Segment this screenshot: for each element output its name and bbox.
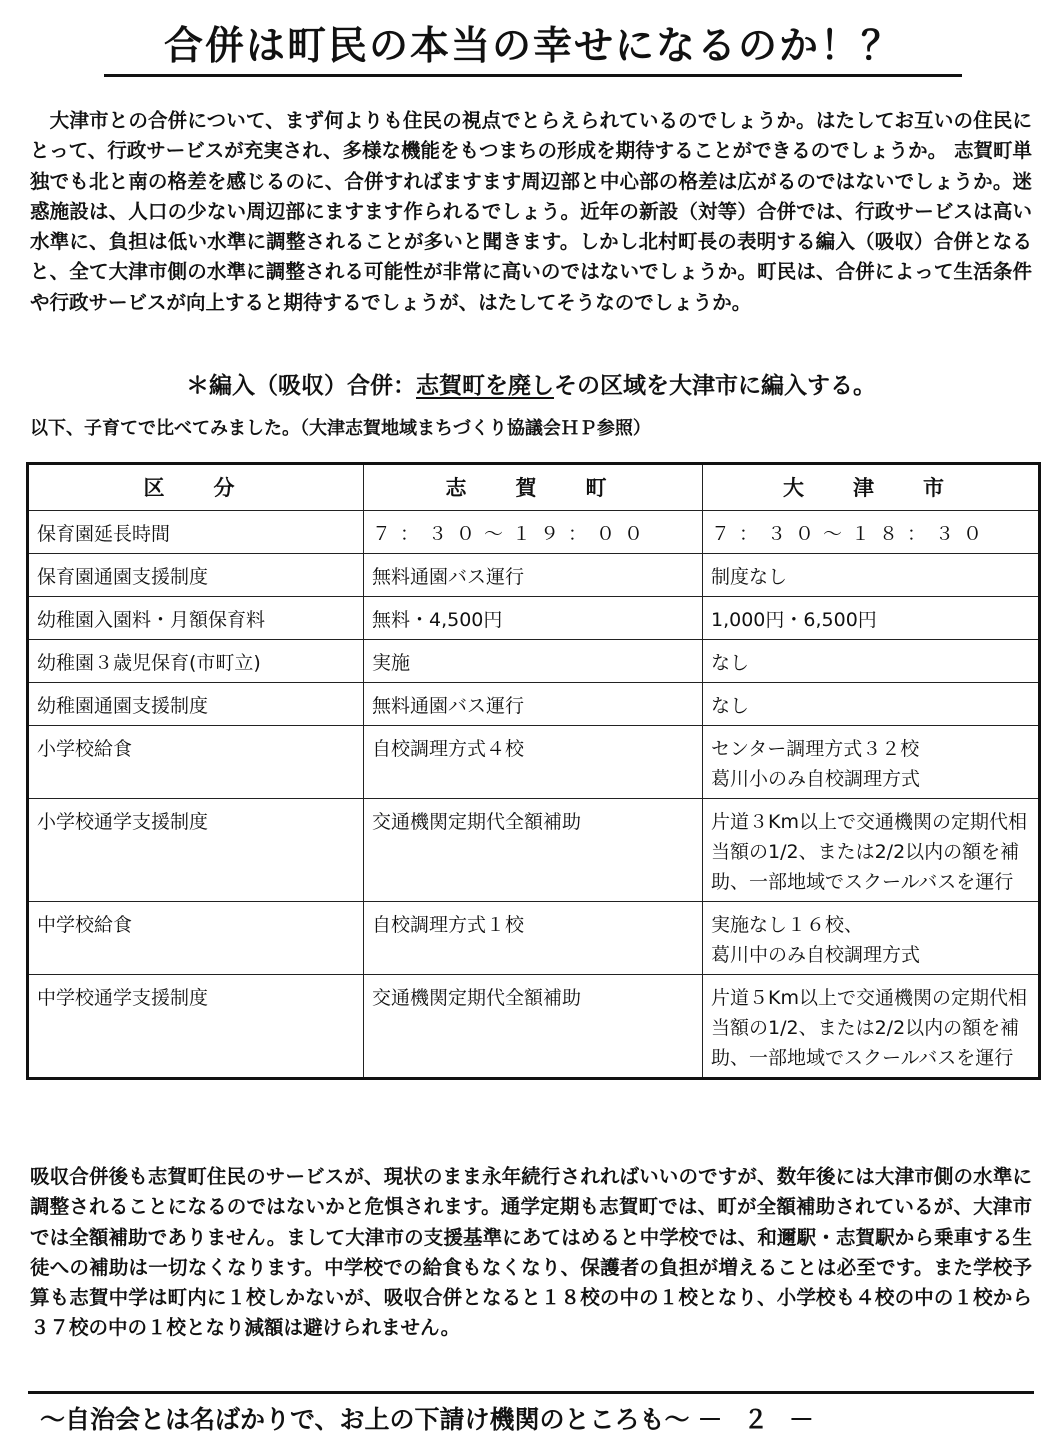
table-row bbox=[28, 597, 1040, 640]
row-category: 中学校通学支援制度 bbox=[28, 975, 364, 1079]
footer bbox=[40, 1402, 1030, 1438]
row-otsu: ７：３０～１８：３０ bbox=[703, 511, 1040, 554]
row-shiga: 自校調理方式４校 bbox=[364, 726, 703, 799]
row-shiga: 自校調理方式１校 bbox=[364, 902, 703, 975]
table-row bbox=[28, 683, 1040, 726]
header-shiga: 志 賀 町 bbox=[364, 464, 703, 511]
row-otsu: センター調理方式３２校 葛川小のみ自校調理方式 bbox=[703, 726, 1040, 799]
row-category: 小学校給食 bbox=[28, 726, 364, 799]
table-caption: 以下、子育てで比べてみました。（大津志賀地域まちづくり協議会ＨＰ参照） bbox=[30, 418, 651, 439]
footer-slogan: ～自治会とは名ばかりで、お上の下請け機関のところも～ bbox=[40, 1405, 690, 1434]
row-category: 保育園通園支援制度 bbox=[28, 554, 364, 597]
row-otsu: 実施なし１６校、 葛川中のみ自校調理方式 bbox=[703, 902, 1040, 975]
row-shiga: 無料通園バス運行 bbox=[364, 554, 703, 597]
row-category: 幼稚園通園支援制度 bbox=[28, 683, 364, 726]
row-category: 幼稚園３歳児保育(市町立) bbox=[28, 640, 364, 683]
table-row bbox=[28, 511, 1040, 554]
table-row bbox=[28, 799, 1040, 902]
table-row bbox=[28, 640, 1040, 683]
table-row bbox=[28, 902, 1040, 975]
title-underline bbox=[104, 74, 962, 77]
row-otsu: なし bbox=[703, 640, 1040, 683]
row-shiga: 無料通園バス運行 bbox=[364, 683, 703, 726]
row-shiga: 実施 bbox=[364, 640, 703, 683]
closing-paragraph: 吸収合併後も志賀町住民のサービスが、現状のまま永年続行されればいいのですが、数年後には大津市側の水準に調整されることになるのではないかと危惧されます。通学定期も志賀町では、町が全額補助されているが、大津市では全額補助でありません。まして大津市の支援基準にあてはめると中学校では、和邇駅・志賀駅から乗車する生徒への補助は一切なくなります。中学校での給食もなくなり、保護者の負担が増えることは必至です。また学校予算も志賀中学は町内に１校しかないが、吸収合併となると１８校の中の１校となり、小学校も４校の中の１校から３７校の中の１校となり減額は避けられません。 bbox=[30, 1165, 1032, 1340]
definition-prefix: ＊編入（吸収）合併： bbox=[186, 373, 416, 399]
table-row bbox=[28, 975, 1040, 1079]
row-otsu: 制度なし bbox=[703, 554, 1040, 597]
row-otsu: なし bbox=[703, 683, 1040, 726]
row-shiga: 交通機関定期代全額補助 bbox=[364, 975, 703, 1079]
table-row bbox=[28, 554, 1040, 597]
row-shiga: ７：３０～１９：００ bbox=[364, 511, 703, 554]
row-otsu: 片道３Km以上で交通機関の定期代相当額の1/2、または2/2以内の額を補助、一部地域でスクールバスを運行 bbox=[703, 799, 1040, 902]
table-row bbox=[28, 726, 1040, 799]
page-title: 合併は町民の本当の幸せになるのか！？ bbox=[163, 24, 902, 69]
row-category: 小学校通学支援制度 bbox=[28, 799, 364, 902]
comparison-table bbox=[26, 462, 1041, 1080]
row-otsu: 片道５Km以上で交通機関の定期代相当額の1/2、または2/2以内の額を補助、一部地域でスクールバスを運行 bbox=[703, 975, 1040, 1079]
intro-paragraph: 大津市との合併について、まず何よりも住民の視点でとらえられているのでしょうか。はたしてお互いの住民にとって、行政サービスが充実され、多様な機能をもつまちの形成を期待することができるのでしょうか。 志賀町単独でも北と南の格差を感じるのに、合併すればますます周辺部と中心部の格差は広がるのではないでしょうか。迷惑施設は、人口の少ない周辺部にますます作られるでしょう。近年の新設（対等）合併では、行政サービスは高い水準に、負担は低い水準に調整されることが多いと聞きます。しかし北村町長の表明する編入（吸収）合併となると、全て大津市側の水準に調整される可能性が非常に高いのではないでしょうか。町民は、合併によって生活条件や行政サービスが向上すると期待するでしょうが、はたしてそうなのでしょうか。 bbox=[30, 109, 1032, 314]
definition-suffix: その区域を大津市に編入する。 bbox=[554, 373, 876, 399]
footer-divider bbox=[28, 1391, 1034, 1394]
row-category: 中学校給食 bbox=[28, 902, 364, 975]
definition-underlined: 志賀町を廃し bbox=[416, 373, 554, 399]
row-category: 幼稚園入園料・月額保育料 bbox=[28, 597, 364, 640]
row-shiga: 交通機関定期代全額補助 bbox=[364, 799, 703, 902]
row-otsu: 1,000円・6,500円 bbox=[703, 597, 1040, 640]
row-shiga: 無料・4,500円 bbox=[364, 597, 703, 640]
page-number: － ２ － bbox=[697, 1405, 820, 1434]
table-header-row bbox=[28, 464, 1040, 511]
row-category: 保育園延長時間 bbox=[28, 511, 364, 554]
header-category: 区 分 bbox=[28, 464, 364, 511]
header-otsu: 大 津 市 bbox=[703, 464, 1040, 511]
definition-note bbox=[30, 370, 1032, 402]
